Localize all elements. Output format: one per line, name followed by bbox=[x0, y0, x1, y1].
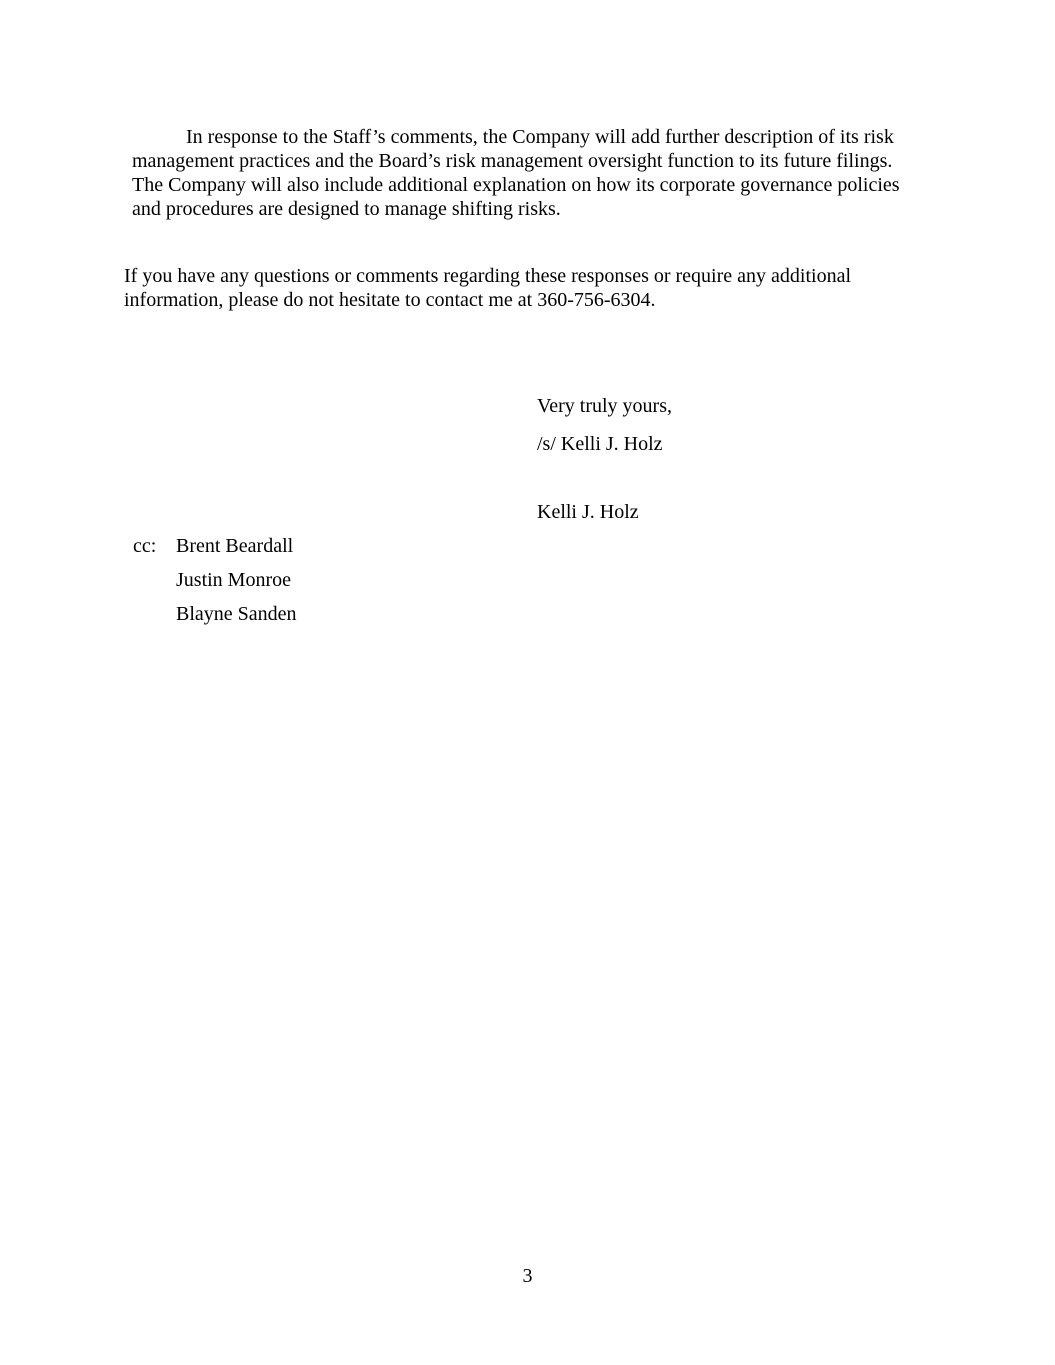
paragraph-line: management practices and the Board’s risk management oversight function to its future filings. bbox=[132, 150, 893, 172]
closing-salutation: Very truly yours, bbox=[537, 395, 672, 417]
cc-recipient: Justin Monroe bbox=[176, 569, 291, 591]
paragraph-line: If you have any questions or comments regarding these responses or require any additional bbox=[124, 265, 852, 287]
paragraph-line: The Company will also include additional explanation on how its corporate governance policies bbox=[132, 174, 900, 196]
paragraph-line: and procedures are designed to manage shifting risks. bbox=[132, 198, 561, 220]
response-paragraph bbox=[132, 125, 942, 221]
contact-paragraph bbox=[124, 264, 924, 312]
cc-label: cc: bbox=[133, 535, 157, 557]
cc-recipient-list bbox=[176, 534, 297, 636]
paragraph-line: information, please do not hesitate to contact me at 360-756-6304. bbox=[124, 289, 656, 311]
page-number: 3 bbox=[522, 1265, 533, 1287]
signer-name: Kelli J. Holz bbox=[537, 501, 639, 523]
cc-recipient: Blayne Sanden bbox=[176, 603, 297, 625]
cc-recipient: Brent Beardall bbox=[176, 535, 294, 557]
paragraph-line: In response to the Staff’s comments, the Company will add further description of its risk bbox=[186, 126, 894, 148]
signature-line: /s/ Kelli J. Holz bbox=[537, 433, 663, 455]
